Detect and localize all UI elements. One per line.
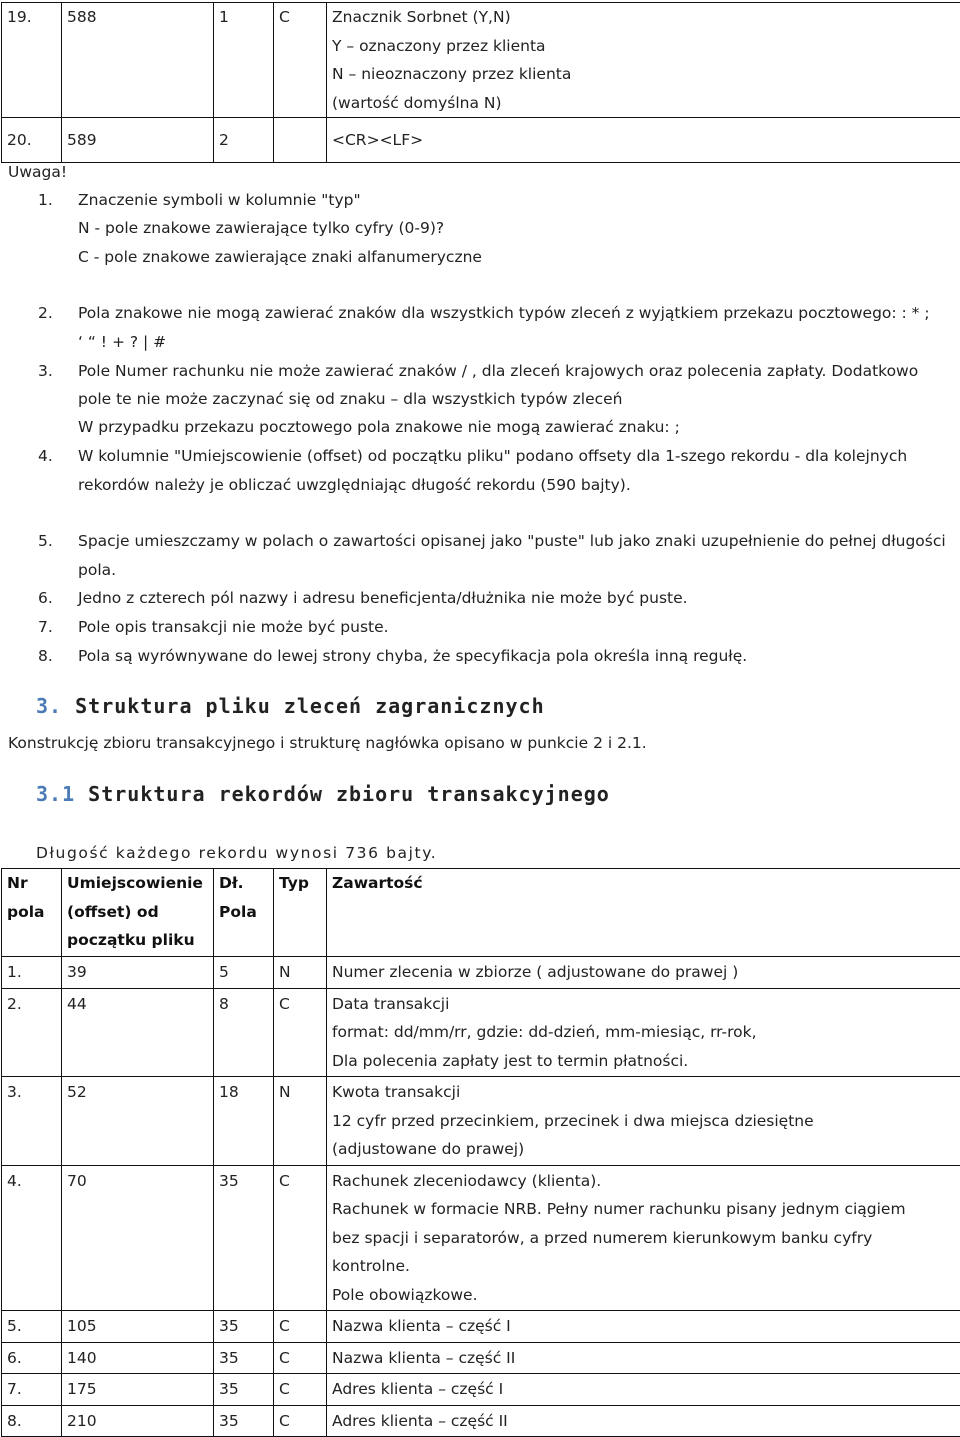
content-line: 12 cyfr przed przecinkiem, przecinek i dwa miejsca dziesiętne (332, 1107, 958, 1136)
section-title: Struktura rekordów zbioru transakcyjnego (88, 782, 610, 806)
table-row (2, 1077, 960, 1166)
cell-typ: C (274, 1311, 327, 1343)
table-header-row (2, 869, 960, 957)
cell-nr: 4. (2, 1165, 62, 1311)
section-heading (36, 694, 545, 718)
cell-typ: C (274, 3, 327, 118)
cell-content (327, 1165, 960, 1311)
header-content: Zawartość (327, 869, 960, 957)
header-line: pola (7, 898, 56, 927)
cell-typ: C (274, 1374, 327, 1406)
header-line: Pola (219, 898, 268, 927)
cell-len: 35 (214, 1405, 274, 1437)
content-line: Rachunek zleceniodawcy (klienta). (332, 1167, 958, 1196)
content-line: format: dd/mm/rr, gdzie: dd-dzień, mm-miesiąc, rr-rok, (332, 1018, 958, 1047)
table-row (2, 1342, 960, 1374)
cell-offset: 140 (62, 1342, 214, 1374)
cell-len: 1 (214, 3, 274, 118)
content-line: Numer zlecenia w zbiorze ( adjustowane do prawej ) (332, 958, 958, 987)
cell-content (327, 1311, 960, 1343)
cell-offset: 588 (62, 3, 214, 118)
note-number: 4. (38, 442, 53, 471)
header-nr (2, 869, 62, 957)
note-text: pola. (78, 556, 116, 585)
note-number: 7. (38, 613, 53, 642)
content-line: bez spacji i separatorów, a przed numerem kierunkowym banku cyfry (332, 1224, 958, 1253)
header-line: początku pliku (67, 926, 208, 955)
content-line: Dla polecenia zapłaty jest to termin płatności. (332, 1047, 958, 1076)
content-line: Adres klienta – część I (332, 1375, 958, 1404)
table-row (2, 118, 960, 163)
cell-nr: 19. (2, 3, 62, 118)
cell-len: 18 (214, 1077, 274, 1166)
note-number: 3. (38, 357, 53, 386)
cell-len: 35 (214, 1374, 274, 1406)
note-text: Znaczenie symboli w kolumnie "typ" (78, 186, 361, 215)
cell-nr: 3. (2, 1077, 62, 1166)
header-len (214, 869, 274, 957)
cell-content (327, 1405, 960, 1437)
content-line: Pole obowiązkowe. (332, 1281, 958, 1310)
note-text: pole te nie może zaczynać się od znaku – dla wszystkich typów zleceń (78, 385, 623, 414)
cell-nr: 20. (2, 118, 62, 163)
content-line: Y – oznaczony przez klienta (332, 32, 958, 61)
note-text: N - pole znakowe zawierające tylko cyfry (0-9)? (78, 214, 444, 243)
content-line: Kwota transakcji (332, 1078, 958, 1107)
table-row (2, 1311, 960, 1343)
cell-nr: 2. (2, 988, 62, 1077)
note-text: W przypadku przekazu pocztowego pola znakowe nie mogą zawierać znaku: ; (78, 413, 680, 442)
header-typ: Typ (274, 869, 327, 957)
cell-len: 5 (214, 957, 274, 989)
cell-content (327, 988, 960, 1077)
section-number: 3.1 (36, 782, 75, 806)
note-number: 1. (38, 186, 53, 215)
cell-content (327, 3, 960, 118)
cell-content (327, 1077, 960, 1166)
cell-content (327, 1374, 960, 1406)
cell-nr: 6. (2, 1342, 62, 1374)
cell-len: 2 (214, 118, 274, 163)
header-line: Umiejscowienie (67, 869, 208, 898)
content-line: N – nieoznaczony przez klienta (332, 60, 958, 89)
section-number: 3. (36, 694, 62, 718)
table-row (2, 988, 960, 1077)
note-text: Jedno z czterech pól nazwy i adresu beneficjenta/dłużnika nie może być puste. (78, 584, 688, 613)
table-row (2, 1405, 960, 1437)
cell-nr: 1. (2, 957, 62, 989)
cell-nr: 5. (2, 1311, 62, 1343)
cell-offset: 39 (62, 957, 214, 989)
cell-typ: C (274, 1405, 327, 1437)
cell-nr: 8. (2, 1405, 62, 1437)
note-text: C - pole znakowe zawierające znaki alfanumeryczne (78, 243, 482, 272)
content-line: Nazwa klienta – część I (332, 1312, 958, 1341)
header-line: Dł. (219, 869, 268, 898)
note-heading: Uwaga! (8, 158, 67, 187)
cell-len: 35 (214, 1311, 274, 1343)
cell-len: 8 (214, 988, 274, 1077)
cell-typ: C (274, 1165, 327, 1311)
content-line: Adres klienta – część II (332, 1407, 958, 1436)
table-row (2, 3, 960, 118)
header-line: Nr (7, 869, 56, 898)
content-line: (adjustowane do prawej) (332, 1135, 958, 1164)
note-number: 5. (38, 527, 53, 556)
record-structure-table (1, 868, 960, 1437)
content-line: Nazwa klienta – część II (332, 1344, 958, 1373)
top-field-table (1, 2, 960, 163)
cell-offset: 70 (62, 1165, 214, 1311)
cell-offset: 210 (62, 1405, 214, 1437)
section-body: Konstrukcję zbioru transakcyjnego i strukturę nagłówka opisano w punkcie 2 i 2.1. (8, 729, 647, 758)
note-text: Spacje umieszczamy w polach o zawartości opisanej jako "puste" lub jako znaki uzupełnienie do pełnej długości (78, 527, 946, 556)
note-text: ‘ “ ! + ? | # (78, 328, 166, 357)
record-length-text: Długość każdego rekordu wynosi 736 bajty. (36, 839, 437, 868)
cell-content: <CR><LF> (327, 118, 960, 163)
cell-typ: C (274, 1342, 327, 1374)
note-number: 6. (38, 584, 53, 613)
note-text: Pole Numer rachunku nie może zawierać znaków / , dla zleceń krajowych oraz polecenia zapłaty. Dodatkowo (78, 357, 918, 386)
cell-offset: 589 (62, 118, 214, 163)
content-line: Znacznik Sorbnet (Y,N) (332, 3, 958, 32)
cell-offset: 105 (62, 1311, 214, 1343)
note-text: Pola są wyrównywane do lewej strony chyba, że specyfikacja pola określa inną regułę. (78, 642, 747, 671)
section-title: Struktura pliku zleceń zagranicznych (75, 694, 544, 718)
header-offset (62, 869, 214, 957)
cell-content (327, 957, 960, 989)
note-number: 2. (38, 299, 53, 328)
cell-len: 35 (214, 1342, 274, 1374)
cell-content (327, 1342, 960, 1374)
note-text: Pola znakowe nie mogą zawierać znaków dla wszystkich typów zleceń z wyjątkiem przekazu pocztowego: : * ; (78, 299, 930, 328)
cell-offset: 44 (62, 988, 214, 1077)
table-row (2, 1165, 960, 1311)
cell-len: 35 (214, 1165, 274, 1311)
cell-typ: C (274, 988, 327, 1077)
content-line: Rachunek w formacie NRB. Pełny numer rachunku pisany jednym ciągiem (332, 1195, 958, 1224)
subsection-heading (36, 782, 610, 806)
cell-offset: 175 (62, 1374, 214, 1406)
note-text: W kolumnie "Umiejscowienie (offset) od początku pliku" podano offsety dla 1-szego rekordu - dla kolejnych (78, 442, 907, 471)
content-line: (wartość domyślna N) (332, 89, 958, 118)
content-line: Data transakcji (332, 990, 958, 1019)
note-number: 8. (38, 642, 53, 671)
cell-typ: N (274, 957, 327, 989)
cell-nr: 7. (2, 1374, 62, 1406)
cell-typ (274, 118, 327, 163)
cell-offset: 52 (62, 1077, 214, 1166)
note-text: Pole opis transakcji nie może być puste. (78, 613, 389, 642)
note-text: rekordów należy je obliczać uwzględniając długość rekordu (590 bajty). (78, 471, 631, 500)
header-line: (offset) od (67, 898, 208, 927)
table-row (2, 1374, 960, 1406)
cell-typ: N (274, 1077, 327, 1166)
content-line: kontrolne. (332, 1252, 958, 1281)
table-row (2, 957, 960, 989)
